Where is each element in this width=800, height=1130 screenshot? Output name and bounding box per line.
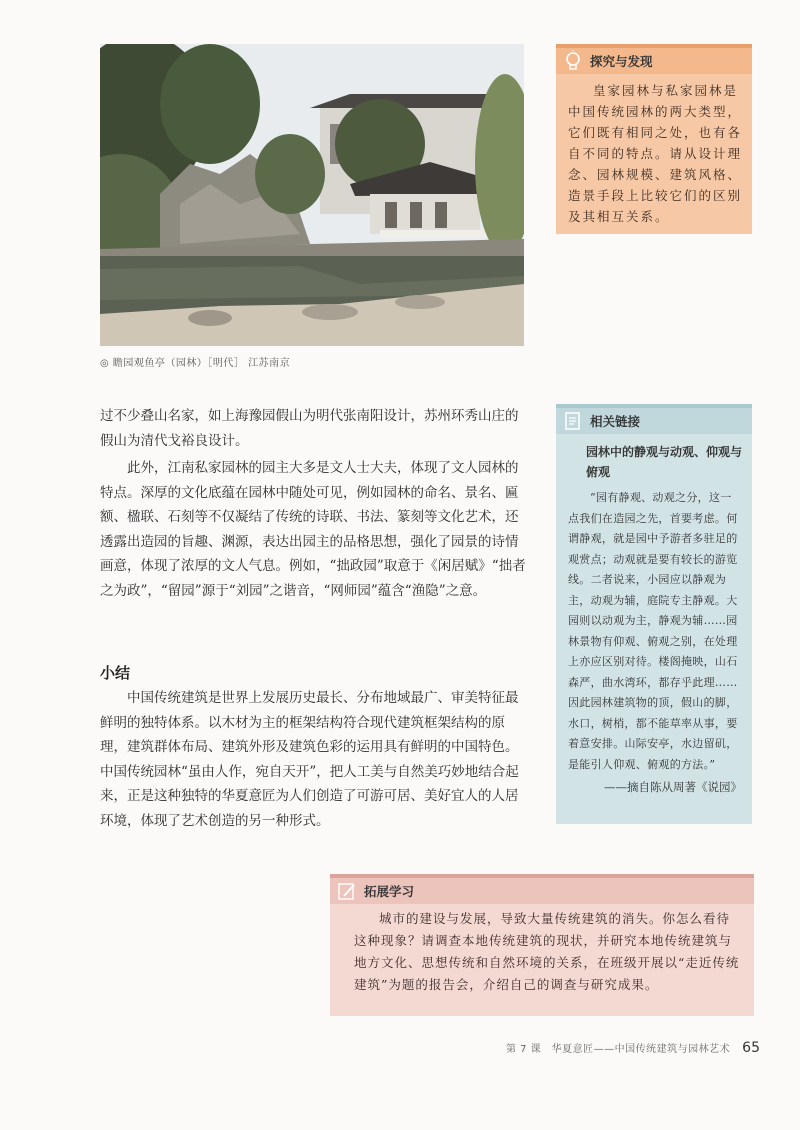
page-footer xyxy=(470,1040,760,1056)
section-title-summary: 小结 xyxy=(100,664,131,682)
related-links-box xyxy=(556,404,752,824)
explore-box-text: 皇家园林与私家园林是中国传统园林的两大类型，它们既有相同之处，也有各自不同的特点。请从设计理念、园林规模、建筑风格、造景手段上比较它们的区别及其相互关系。 xyxy=(568,83,743,224)
related-box-subtitle: 园林中的静观与动观、仰观与俯观 xyxy=(586,445,743,479)
related-box-title: 相关链接 xyxy=(590,414,641,429)
paragraph-summary: 中国传统建筑是世界上发展历史最长、分布地域最广、审美特征最鲜明的独特体系。以木材为主的框架结构符合现代建筑框架结构的原理，建筑群体布局、建筑外形及建筑色彩的运用具有鲜明的中国特色。中国传统园林“虽由人作，宛自天开”，把人工美与自然美巧妙地结合起来，正是这种独特的华夏意匠为人们创造了可游可居、美好宜人的人居环境，体现了艺术创造的另一种形式。 xyxy=(100,690,519,829)
paragraph-literati-gardens: 此外，江南私家园林的园主大多是文人士大夫，体现了文人园林的特点。深厚的文化底蕴在园林中随处可见，例如园林的命名、景名、匾额、楹联、石刻等不仅凝结了传统的诗联、书法、篆刻等文化艺术，还透露出造园的旨趣、渊源，表达出园主的品格思想，强化了园景的诗情画意，体现了浓厚的文人气息。例如，“拙政园”取意于《闲居赋》“拙者之为政”，“留园”源于“刘园”之谐音，“网师园”蕴含“渔隐”之意。 xyxy=(100,460,526,599)
related-box-quote: “园有静观、动观之分，这一点我们在造园之先，首要考虑。何谓静观，就是园中予游者多驻足的观赏点；动观就是要有较长的游览线。二者说来，小园应以静观为主，动观为辅，庭院专主静观。大园则以动观为主，静观为辅……园林景物有仰观、俯观之别，在处理上亦应区别对待。楼阁掩映，山石森严，曲水湾环，都存乎此理……因此园林建筑物的顶，假山的脚，水口，树梢，都不能草率从事，要着意安排。山际安亭，水边留矶，是能引人仰观、俯观的方法。” xyxy=(568,491,738,771)
expand-box-title: 拓展学习 xyxy=(364,884,415,899)
lightbulb-icon xyxy=(562,50,584,72)
garden-illustration xyxy=(100,44,524,346)
explore-discover-box xyxy=(556,44,752,234)
footer-lesson-title: 第 7 课 华夏意匠——中国传统建筑与园林艺术 xyxy=(505,1044,731,1055)
explore-box-header xyxy=(556,48,752,74)
expand-box-header xyxy=(330,878,754,904)
related-box-header xyxy=(556,408,752,434)
document-icon xyxy=(562,410,584,432)
extended-learning-box xyxy=(330,874,754,1016)
explore-box-title: 探究与发现 xyxy=(590,54,653,69)
garden-photo xyxy=(100,44,524,346)
paragraph-rockery-masters: 过不少叠山名家，如上海豫园假山为明代张南阳设计，苏州环秀山庄的假山为清代戈裕良设计。 xyxy=(100,408,519,449)
page-number: 65 xyxy=(742,1040,760,1056)
pencil-icon xyxy=(336,880,358,902)
photo-caption: ◎ 瞻园观鱼亭（园林）［明代］ 江苏南京 xyxy=(100,358,291,369)
expand-box-text: 城市的建设与发展，导致大量传统建筑的消失。你怎么看待这种现象？请调查本地传统建筑的现状，并研究本地传统建筑与地方文化、思想传统和自然环境的关系，在班级开展以“走近传统建筑”为题的报告会，介绍自己的调查与研究成果。 xyxy=(354,911,740,992)
related-box-source: ——摘自陈从周著《说园》 xyxy=(604,780,742,794)
